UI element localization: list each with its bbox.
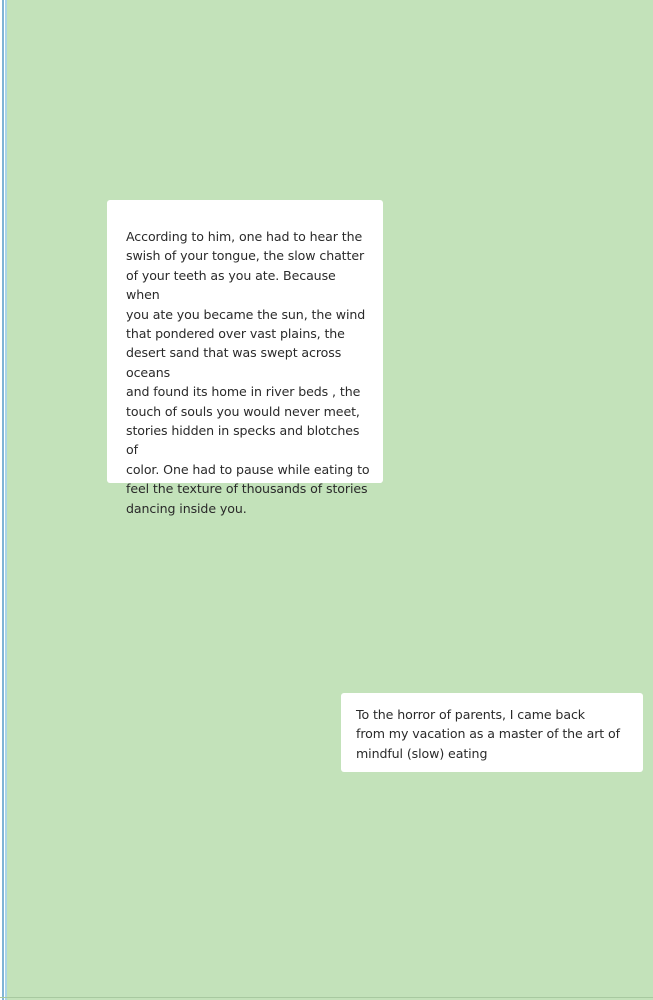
caption-box-story (107, 200, 383, 516)
caption-box-conclusion (341, 693, 643, 772)
page-bottom-divider (0, 997, 653, 998)
caption-text-conclusion: To the horror of parents, I came back from my vacation as a master of the art of mindful (slow) eating (356, 707, 620, 761)
page-edge (0, 0, 10, 1000)
caption-text-story: According to him, one had to hear the swish of your tongue, the slow chatter of your teeth as you ate. Because when you ate you became the sun, the wind that pondered over vast plains, the desert sand that was swept across oceans and found its home in river beds , the touch of souls you would never meet, stories hidden in specks and blotches of color. One had to pause while eating to feel the texture of thousands of stories dancing inside you. (126, 229, 370, 516)
